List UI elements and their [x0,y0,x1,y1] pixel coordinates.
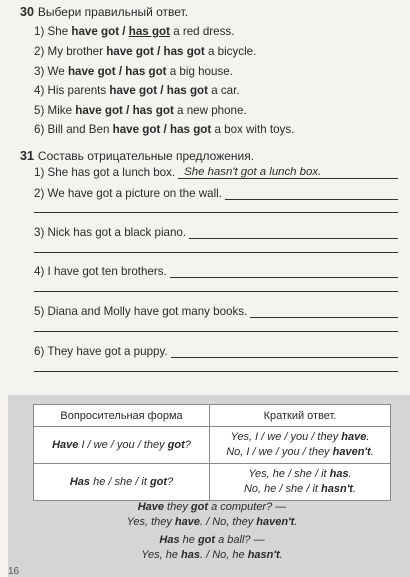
ex30-item-2[interactable]: 2) My brother have got / has got a bicycle. [34,45,257,58]
ex30-item-4[interactable]: 4) His parents have got / has got a car. [34,84,240,97]
answer-line[interactable] [34,291,398,292]
ex30-item-1[interactable]: 1) She have got / has got a red dress. [34,25,235,38]
answer-line[interactable] [171,348,398,358]
short-answer-cell: Yes, he / she / it has. No, he / she / it hasn't. [210,464,391,501]
answer-line[interactable] [34,252,398,253]
ex31-item-6: 6) They have got a puppy. [34,345,398,358]
column-header: Краткий ответ. [210,405,391,427]
answer-line[interactable] [189,229,398,239]
grammar-table [33,404,391,501]
column-header: Вопросительная форма [34,405,210,427]
answer-line[interactable] [34,371,398,372]
ex30-item-3[interactable]: 3) We have got / has got a big house. [34,65,233,78]
answer-line[interactable] [34,212,398,213]
exercise-instruction: Составь отрицательные предложения. [37,149,255,163]
ex30-item-6[interactable]: 6) Bill and Ben have got / has got a box with toys. [34,123,295,136]
ex31-item-3: 3) Nick has got a black piano. [34,226,398,239]
ex31-item-4: 4) I have got ten brothers. [34,265,398,278]
short-answer-cell: Yes, I / we / you / they have. No, I / we / you / they haven't. [210,427,391,464]
exercise-30-heading [20,5,188,19]
answer-line[interactable] [170,268,398,278]
circled-answer: has got [128,25,170,38]
ex30-item-5[interactable]: 5) Mike have got / has got a new phone. [34,104,247,117]
exercise-instruction: Выбери правильный ответ. [37,5,189,19]
exercise-31-heading [20,149,254,163]
exercise-number: 31 [20,149,34,163]
exercise-number: 30 [20,5,34,19]
answer-line[interactable] [225,190,398,200]
question-form-cell: Has he / she / it got? [34,464,210,501]
table-row [34,464,391,501]
example-2: Has he got a ball? — Yes, he has. / No, he hasn't. [141,534,283,561]
answer-line[interactable] [34,331,398,332]
question-form-cell: Have I / we / you / they got? [34,427,210,464]
example-1: Have they got a computer? — Yes, they have. / No, they haven't. [126,501,298,528]
answer-line[interactable] [250,308,398,318]
ex31-item-1: 1) She has got a lunch box. She hasn't got a lunch box. [34,166,398,179]
ex31-item-2: 2) We have got a picture on the wall. [34,187,398,200]
handwritten-answer: She hasn't got a lunch box. [184,166,322,178]
ex31-item-5: 5) Diana and Molly have got many books. [34,305,398,318]
table-row [34,427,391,464]
page-number: 16 [8,566,20,577]
